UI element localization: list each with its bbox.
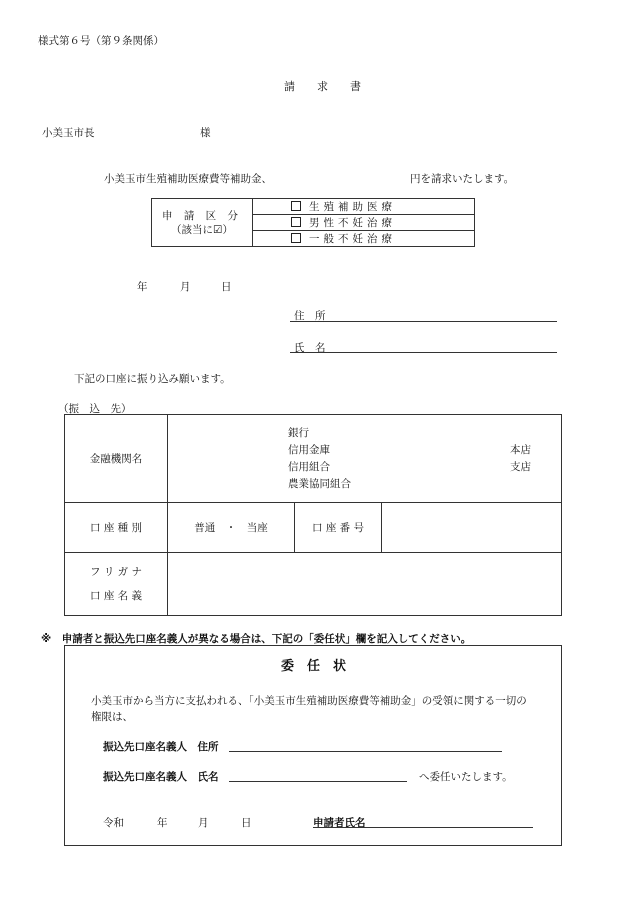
category-label-cell xyxy=(152,199,253,247)
delegate-text: へ委任いたします。 xyxy=(419,771,513,783)
category-label: 申 請 区 分 xyxy=(161,209,242,222)
institution-type: 農業協同組合 xyxy=(288,478,351,490)
category-option-label: 一般不妊治療 xyxy=(309,233,396,245)
account-holder-input-cell[interactable] xyxy=(168,553,562,616)
document-title: 請 求 書 xyxy=(284,80,361,93)
claim-suffix: 円を請求いたします。 xyxy=(410,173,515,185)
applicant-name-line[interactable] xyxy=(290,352,557,353)
institution-type: 銀行 xyxy=(288,427,309,439)
date-year: 年 xyxy=(137,281,148,293)
holder-name-label: 振込先口座名義人 氏名 xyxy=(103,771,219,783)
account-number-input-cell[interactable] xyxy=(382,503,562,553)
bank-account-table xyxy=(64,414,562,616)
branch-type-list xyxy=(510,442,531,476)
checkbox-icon[interactable] xyxy=(291,233,301,243)
claim-prefix: 小美玉市生殖補助医療費等補助金、 xyxy=(104,173,272,185)
applicant-signature-label: 申請者氏名 xyxy=(313,817,366,829)
delegation-body-line2: 権限は、 xyxy=(91,711,133,723)
addressee-honorific: 様 xyxy=(200,127,211,139)
date-day: 日 xyxy=(221,281,232,293)
category-option-label: 男性不妊治療 xyxy=(309,217,396,229)
application-category-table xyxy=(151,198,475,247)
holder-address-line[interactable] xyxy=(229,751,502,752)
institution-label-cell xyxy=(65,415,168,503)
institution-type: 信用組合 xyxy=(288,461,330,473)
delegation-box xyxy=(64,645,562,846)
applicant-address-line[interactable] xyxy=(290,321,557,322)
institution-type: 信用金庫 xyxy=(288,444,330,456)
transfer-destination-label: （振 込 先） xyxy=(58,403,132,415)
delegation-era: 令和 xyxy=(103,817,124,829)
holder-name-line[interactable] xyxy=(229,781,407,782)
branch-type: 本店 xyxy=(510,444,531,456)
account-type-options-cell[interactable] xyxy=(168,503,295,553)
applicant-address-label: 住 所 xyxy=(294,310,326,322)
category-option-1[interactable] xyxy=(253,199,475,215)
applicant-name-label: 氏 名 xyxy=(294,342,326,354)
account-number-label: 口 座 番 号 xyxy=(311,522,364,534)
addressee-name: 小美玉市長 xyxy=(42,127,95,139)
applicant-signature-line[interactable] xyxy=(313,827,533,828)
delegation-year: 年 xyxy=(157,817,168,829)
account-type-label-cell xyxy=(65,503,168,553)
checkbox-icon[interactable] xyxy=(291,217,301,227)
institution-label: 金融機関名 xyxy=(89,453,143,465)
holder-address-label: 振込先口座名義人 住所 xyxy=(103,741,219,753)
institution-input-cell[interactable] xyxy=(168,415,562,503)
furigana-label: フ リ ガ ナ xyxy=(89,566,142,578)
delegation-month: 月 xyxy=(198,817,209,829)
account-holder-label-cell xyxy=(65,553,168,616)
category-note: （該当に☑） xyxy=(171,223,233,236)
date-month: 月 xyxy=(180,281,191,293)
institution-type-list xyxy=(288,425,351,493)
account-type-label: 口 座 種 別 xyxy=(89,522,142,534)
branch-type: 支店 xyxy=(510,461,531,473)
category-option-2[interactable] xyxy=(253,215,475,231)
form-number: 様式第６号（第９条関係） xyxy=(38,35,164,47)
category-option-label: 生殖補助医療 xyxy=(309,201,396,213)
transfer-request: 下記の口座に振り込み願います。 xyxy=(74,373,231,385)
category-option-3[interactable] xyxy=(253,231,475,247)
checkbox-icon[interactable] xyxy=(291,201,301,211)
account-type-options: 普通 ・ 当座 xyxy=(194,522,268,534)
delegation-title: 委 任 状 xyxy=(281,659,347,674)
delegation-body-line1: 小美玉市から当方に支払われる、「小美玉市生殖補助医療費等補助金」の受領に関する一切の xyxy=(91,695,527,707)
delegation-day: 日 xyxy=(241,817,252,829)
account-holder-label: 口 座 名 義 xyxy=(89,590,142,602)
delegation-notice: ※ 申請者と振込先口座名義人が異なる場合は、下記の「委任状」欄を記入してください。 xyxy=(41,633,472,645)
account-number-label-cell xyxy=(295,503,382,553)
